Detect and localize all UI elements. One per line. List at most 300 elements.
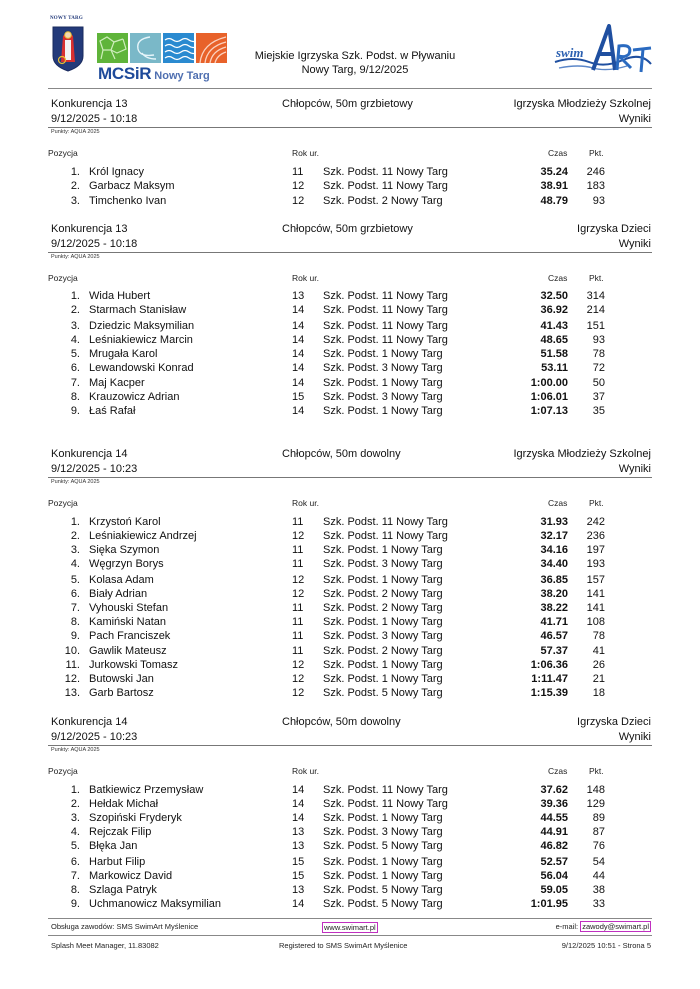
club: Szk. Podst. 1 Nowy Targ: [323, 574, 443, 586]
time: 31.93: [540, 516, 568, 528]
club: Szk. Podst. 1 Nowy Targ: [323, 812, 443, 824]
club: Szk. Podst. 11 Nowy Targ: [323, 530, 448, 542]
birth-year: 14: [292, 304, 305, 316]
print-timestamp-page: 9/12/2025 10:51 - Strona 5: [561, 941, 651, 950]
points: 50: [592, 377, 605, 389]
track-tile-icon: [196, 33, 227, 63]
birth-year: 14: [292, 812, 305, 824]
event-datetime: 9/12/2025 - 10:23: [51, 731, 138, 743]
club: Szk. Podst. 5 Nowy Targ: [323, 687, 443, 699]
points: 148: [586, 784, 605, 796]
swimmer-name: Mrugała Karol: [89, 348, 158, 360]
result-label: Wyniki: [618, 731, 651, 743]
points: 89: [592, 812, 605, 824]
club: Szk. Podst. 3 Nowy Targ: [323, 826, 443, 838]
swimmer-name: Harbut Filip: [89, 856, 146, 868]
col-year: Rok ur.: [292, 766, 319, 776]
position: 13.: [64, 687, 80, 699]
birth-year: 15: [292, 856, 305, 868]
time: 52.57: [540, 856, 568, 868]
result-row: [48, 644, 652, 658]
col-year: Rok ur.: [292, 498, 319, 508]
club: Szk. Podst. 1 Nowy Targ: [323, 856, 443, 868]
position: 4.: [70, 558, 80, 570]
swimmer-name: Rejczak Filip: [89, 826, 152, 838]
result-row: [48, 376, 652, 390]
result-row: [48, 515, 652, 529]
swimmer-name: Jurkowski Tomasz: [89, 659, 179, 671]
birth-year: 12: [292, 673, 305, 685]
mcsir-big: MCSiR: [98, 64, 152, 83]
club: Szk. Podst. 11 Nowy Targ: [323, 290, 448, 302]
col-points: Pkt.: [589, 766, 604, 776]
time: 35.24: [540, 166, 568, 178]
time: 59.05: [540, 884, 568, 896]
points: 314: [586, 290, 605, 302]
position: 1.: [70, 290, 80, 302]
position: 10.: [64, 645, 80, 657]
position: 3.: [70, 544, 80, 556]
result-row: [48, 194, 652, 208]
website-link[interactable]: www.swimart.pl: [324, 923, 376, 932]
position: 7.: [70, 870, 80, 882]
points: 141: [586, 602, 605, 614]
birth-year: 14: [292, 377, 305, 389]
registration-info: Registered to SMS SwimArt Myślenice: [279, 941, 408, 950]
svg-text:swim: swim: [556, 45, 584, 60]
result-row: [48, 361, 652, 375]
swimmer-name: Szopiński Fryderyk: [89, 812, 182, 824]
position: 1.: [70, 166, 80, 178]
club: Szk. Podst. 5 Nowy Targ: [323, 898, 443, 910]
birth-year: 12: [292, 180, 305, 192]
time: 1:11.47: [531, 673, 568, 685]
time: 38.91: [540, 180, 568, 192]
football-tile-icon: [97, 33, 128, 63]
points: 18: [592, 687, 605, 699]
birth-year: 14: [292, 798, 305, 810]
points: 183: [586, 180, 605, 192]
result-label: Wyniki: [618, 238, 651, 250]
swimmer-name: Węgrzyn Borys: [89, 558, 164, 570]
result-label: Wyniki: [618, 463, 651, 475]
position: 5.: [70, 840, 80, 852]
points: 72: [592, 362, 605, 374]
event-datetime: 9/12/2025 - 10:18: [51, 238, 138, 250]
swimmer-name: Król Ignacy: [89, 166, 145, 178]
club: Szk. Podst. 11 Nowy Targ: [323, 166, 448, 178]
email-info: [556, 922, 651, 931]
points: 129: [586, 798, 605, 810]
birth-year: 11: [292, 516, 304, 528]
meet-title-line1: Miejskie Igrzyska Szk. Podst. w Pływaniu: [254, 50, 456, 62]
birth-year: 13: [292, 884, 305, 896]
event-number: Konkurencja 13: [51, 223, 128, 235]
event-category: Igrzyska Dzieci: [577, 716, 651, 728]
crest-label: NOWY TARG: [50, 16, 83, 21]
points: 242: [586, 516, 605, 528]
col-time: Czas: [548, 498, 568, 508]
result-row: [48, 825, 652, 839]
result-row: [48, 289, 652, 303]
event-datetime: 9/12/2025 - 10:23: [51, 463, 138, 475]
section-divider: [48, 127, 652, 128]
meet-title: [230, 49, 480, 77]
pool-tile-icon: [163, 33, 194, 63]
position: 9.: [70, 630, 80, 642]
swimmer-name: Leśniakiewicz Marcin: [89, 334, 193, 346]
result-label: Wyniki: [618, 113, 651, 125]
result-row: [48, 557, 652, 571]
birth-year: 11: [292, 558, 304, 570]
result-row: [48, 658, 652, 672]
position: 3.: [70, 195, 80, 207]
result-row: [48, 897, 652, 911]
points: 197: [586, 544, 605, 556]
result-row: [48, 404, 652, 418]
event-number: Konkurencja 13: [51, 98, 128, 110]
swimmer-name: Garbacz Maksym: [89, 180, 175, 192]
swimmer-name: Vyhouski Stefan: [89, 602, 169, 614]
club: Szk. Podst. 3 Nowy Targ: [323, 558, 443, 570]
birth-year: 15: [292, 870, 305, 882]
result-row: [48, 333, 652, 347]
event-number: Konkurencja 14: [51, 716, 128, 728]
result-row: [48, 165, 652, 179]
meet-title-line2: Nowy Targ, 9/12/2025: [301, 64, 409, 76]
time: 1:06.36: [530, 659, 568, 671]
swimmer-name: Butowski Jan: [89, 673, 154, 685]
birth-year: 11: [292, 602, 304, 614]
birth-year: 14: [292, 784, 305, 796]
club: Szk. Podst. 5 Nowy Targ: [323, 884, 443, 896]
swimmer-name: Starmach Stanisław: [89, 304, 187, 316]
club: Szk. Podst. 11 Nowy Targ: [323, 798, 448, 810]
result-row: [48, 390, 652, 404]
time: 36.85: [540, 574, 568, 586]
birth-year: 11: [292, 544, 304, 556]
points: 93: [592, 195, 605, 207]
points: 33: [592, 898, 605, 910]
time: 46.57: [540, 630, 568, 642]
club: Szk. Podst. 1 Nowy Targ: [323, 870, 443, 882]
event-category: Igrzyska Młodzieży Szkolnej: [513, 448, 651, 460]
result-row: [48, 543, 652, 557]
col-year: Rok ur.: [292, 273, 319, 283]
event-category: Igrzyska Młodzieży Szkolnej: [513, 98, 651, 110]
mcsir-logo-text: [98, 64, 210, 84]
points: 246: [586, 166, 605, 178]
section-divider: [48, 745, 652, 746]
time: 39.36: [540, 798, 568, 810]
club: Szk. Podst. 11 Nowy Targ: [323, 334, 448, 346]
time: 1:00.00: [530, 377, 568, 389]
swimmer-name: Łaś Rafał: [89, 405, 136, 417]
club: Szk. Podst. 1 Nowy Targ: [323, 377, 443, 389]
club: Szk. Podst. 11 Nowy Targ: [323, 784, 448, 796]
swimmer-name: Dziedzic Maksymilian: [89, 320, 195, 332]
position: 5.: [70, 574, 80, 586]
time: 48.79: [540, 195, 568, 207]
points: 87: [592, 826, 605, 838]
swimmer-name: Krzystoń Karol: [89, 516, 161, 528]
time: 32.50: [540, 290, 568, 302]
swimmer-name: Garb Bartosz: [89, 687, 154, 699]
time: 53.11: [541, 362, 568, 374]
col-time: Czas: [548, 148, 568, 158]
time: 38.20: [540, 588, 568, 600]
position: 2.: [70, 304, 80, 316]
time: 1:01.95: [530, 898, 568, 910]
footer-divider-top: [48, 918, 652, 919]
col-position: Pozycja: [48, 498, 78, 508]
swimmer-name: Krauzowicz Adrian: [89, 391, 180, 403]
swimmer-name: Hełdak Michał: [89, 798, 159, 810]
event-description: Chłopców, 50m dowolny: [282, 448, 401, 460]
points: 193: [586, 558, 605, 570]
col-points: Pkt.: [589, 273, 604, 283]
result-row: [48, 839, 652, 853]
club: Szk. Podst. 2 Nowy Targ: [323, 602, 443, 614]
swimmer-name: Kolasa Adam: [89, 574, 154, 586]
swimmer-name: Timchenko Ivan: [89, 195, 167, 207]
time: 1:15.39: [530, 687, 568, 699]
club: Szk. Podst. 5 Nowy Targ: [323, 840, 443, 852]
club: Szk. Podst. 11 Nowy Targ: [323, 304, 448, 316]
position: 1.: [70, 784, 80, 796]
birth-year: 13: [292, 290, 305, 302]
result-row: [48, 883, 652, 897]
birth-year: 12: [292, 530, 305, 542]
time: 57.37: [540, 645, 568, 657]
time: 38.22: [540, 602, 568, 614]
swimmer-name: Gawlik Mateusz: [89, 645, 167, 657]
swimmer-name: Szlaga Patryk: [89, 884, 157, 896]
birth-year: 11: [292, 630, 304, 642]
position: 2.: [70, 180, 80, 192]
result-row: [48, 783, 652, 797]
mcsir-small: Nowy Targ: [154, 70, 210, 82]
position: 9.: [70, 898, 80, 910]
swimmer-name: Kamiński Natan: [89, 616, 167, 628]
result-row: [48, 811, 652, 825]
club: Szk. Podst. 11 Nowy Targ: [323, 516, 448, 528]
birth-year: 14: [292, 348, 305, 360]
event-description: Chłopców, 50m dowolny: [282, 716, 401, 728]
ice-rink-tile-icon: [130, 33, 161, 63]
points: 76: [592, 840, 605, 852]
result-row: [48, 615, 652, 629]
swimmer-name: Wida Hubert: [89, 290, 151, 302]
points: 93: [592, 334, 605, 346]
swimart-logo-icon: [553, 24, 653, 80]
points: 157: [586, 574, 605, 586]
birth-year: 14: [292, 362, 305, 374]
swimmer-name: Batkiewicz Przemysław: [89, 784, 204, 796]
points: 78: [592, 348, 605, 360]
birth-year: 12: [292, 659, 305, 671]
position: 8.: [70, 391, 80, 403]
position: 2.: [70, 798, 80, 810]
club: Szk. Podst. 3 Nowy Targ: [323, 391, 443, 403]
email-label: e-mail:: [555, 922, 579, 931]
time: 34.16: [540, 544, 568, 556]
club: Szk. Podst. 2 Nowy Targ: [323, 645, 443, 657]
header-divider: [48, 88, 652, 89]
points: 78: [592, 630, 605, 642]
birth-year: 14: [292, 405, 305, 417]
birth-year: 11: [292, 616, 304, 628]
club: Szk. Podst. 2 Nowy Targ: [323, 588, 443, 600]
birth-year: 13: [292, 826, 305, 838]
points: 214: [586, 304, 605, 316]
points: 108: [586, 616, 605, 628]
service-info: Obsługa zawodów: SMS SwimArt Myślenice: [51, 922, 199, 931]
club: Szk. Podst. 1 Nowy Targ: [323, 348, 443, 360]
time: 41.43: [540, 320, 568, 332]
swimmer-name: Lewandowski Konrad: [89, 362, 194, 374]
time: 34.40: [540, 558, 568, 570]
position: 5.: [70, 348, 80, 360]
result-row: [48, 319, 652, 333]
result-row: [48, 529, 652, 543]
footer-divider-bottom: [48, 935, 652, 936]
points: 37: [592, 391, 605, 403]
birth-year: 14: [292, 334, 305, 346]
points-note: Punkty: AQUA 2025: [51, 747, 100, 753]
club: Szk. Podst. 11 Nowy Targ: [323, 320, 448, 332]
position: 7.: [70, 377, 80, 389]
points-note: Punkty: AQUA 2025: [51, 129, 100, 135]
birth-year: 12: [292, 588, 305, 600]
birth-year: 13: [292, 840, 305, 852]
points: 35: [592, 405, 605, 417]
result-row: [48, 601, 652, 615]
result-row: [48, 303, 652, 317]
time: 1:07.13: [530, 405, 568, 417]
result-row: [48, 797, 652, 811]
event-description: Chłopców, 50m grzbietowy: [282, 98, 413, 110]
col-position: Pozycja: [48, 273, 78, 283]
result-row: [48, 629, 652, 643]
points: 38: [592, 884, 605, 896]
position: 4.: [70, 334, 80, 346]
position: 6.: [70, 362, 80, 374]
time: 37.62: [540, 784, 568, 796]
event-description: Chłopców, 50m grzbietowy: [282, 223, 413, 235]
points: 41: [592, 645, 605, 657]
time: 46.82: [540, 840, 568, 852]
event-number: Konkurencja 14: [51, 448, 128, 460]
col-time: Czas: [548, 766, 568, 776]
swimmer-name: Biały Adrian: [89, 588, 148, 600]
swimmer-name: Maj Kacper: [89, 377, 145, 389]
time: 41.71: [540, 616, 568, 628]
points: 236: [586, 530, 605, 542]
result-row: [48, 347, 652, 361]
result-row: [48, 869, 652, 883]
birth-year: 11: [292, 645, 304, 657]
club: Szk. Podst. 2 Nowy Targ: [323, 195, 443, 207]
club: Szk. Podst. 1 Nowy Targ: [323, 673, 443, 685]
result-row: [48, 179, 652, 193]
time: 56.04: [540, 870, 568, 882]
birth-year: 15: [292, 391, 305, 403]
club: Szk. Podst. 1 Nowy Targ: [323, 616, 443, 628]
result-row: [48, 672, 652, 686]
swimmer-name: Markowicz David: [89, 870, 173, 882]
position: 12.: [64, 673, 80, 685]
col-position: Pozycja: [48, 148, 78, 158]
position: 4.: [70, 826, 80, 838]
position: 8.: [70, 616, 80, 628]
position: 3.: [70, 812, 80, 824]
result-row: [48, 686, 652, 700]
points-note: Punkty: AQUA 2025: [51, 479, 100, 485]
position: 6.: [70, 856, 80, 868]
position: 3.: [70, 320, 80, 332]
birth-year: 11: [292, 166, 304, 178]
club: Szk. Podst. 1 Nowy Targ: [323, 405, 443, 417]
result-row: [48, 587, 652, 601]
swimmer-name: Uchmanowicz Maksymilian: [89, 898, 222, 910]
club: Szk. Podst. 3 Nowy Targ: [323, 362, 443, 374]
section-divider: [48, 252, 652, 253]
position: 11.: [65, 659, 80, 671]
time: 44.91: [540, 826, 568, 838]
birth-year: 12: [292, 574, 305, 586]
swimmer-name: Błęka Jan: [89, 840, 138, 852]
col-year: Rok ur.: [292, 148, 319, 158]
points: 54: [592, 856, 605, 868]
time: 1:06.01: [530, 391, 568, 403]
col-position: Pozycja: [48, 766, 78, 776]
birth-year: 14: [292, 898, 305, 910]
swimmer-name: Sięka Szymon: [89, 544, 160, 556]
club: Szk. Podst. 3 Nowy Targ: [323, 630, 443, 642]
points: 141: [586, 588, 605, 600]
email-link[interactable]: zawody@swimart.pl: [582, 922, 649, 931]
position: 2.: [70, 530, 80, 542]
club: Szk. Podst. 1 Nowy Targ: [323, 659, 443, 671]
time: 36.92: [540, 304, 568, 316]
logos-left: [48, 14, 228, 84]
event-datetime: 9/12/2025 - 10:18: [51, 113, 138, 125]
result-row: [48, 855, 652, 869]
points: 21: [592, 673, 605, 685]
section-divider: [48, 477, 652, 478]
col-points: Pkt.: [589, 498, 604, 508]
event-category: Igrzyska Dzieci: [577, 223, 651, 235]
swimmer-name: Leśniakiewicz Andrzej: [89, 530, 197, 542]
birth-year: 14: [292, 320, 305, 332]
col-points: Pkt.: [589, 148, 604, 158]
col-time: Czas: [548, 273, 568, 283]
time: 32.17: [540, 530, 568, 542]
time: 51.58: [540, 348, 568, 360]
club: Szk. Podst. 11 Nowy Targ: [323, 180, 448, 192]
nowy-targ-crest-icon: [52, 26, 84, 72]
birth-year: 12: [292, 687, 305, 699]
position: 1.: [70, 516, 80, 528]
points-note: Punkty: AQUA 2025: [51, 254, 100, 260]
position: 9.: [70, 405, 80, 417]
time: 48.65: [540, 334, 568, 346]
position: 7.: [70, 602, 80, 614]
software-version: Splash Meet Manager, 11.83082: [51, 941, 159, 950]
position: 8.: [70, 884, 80, 896]
points: 26: [592, 659, 605, 671]
